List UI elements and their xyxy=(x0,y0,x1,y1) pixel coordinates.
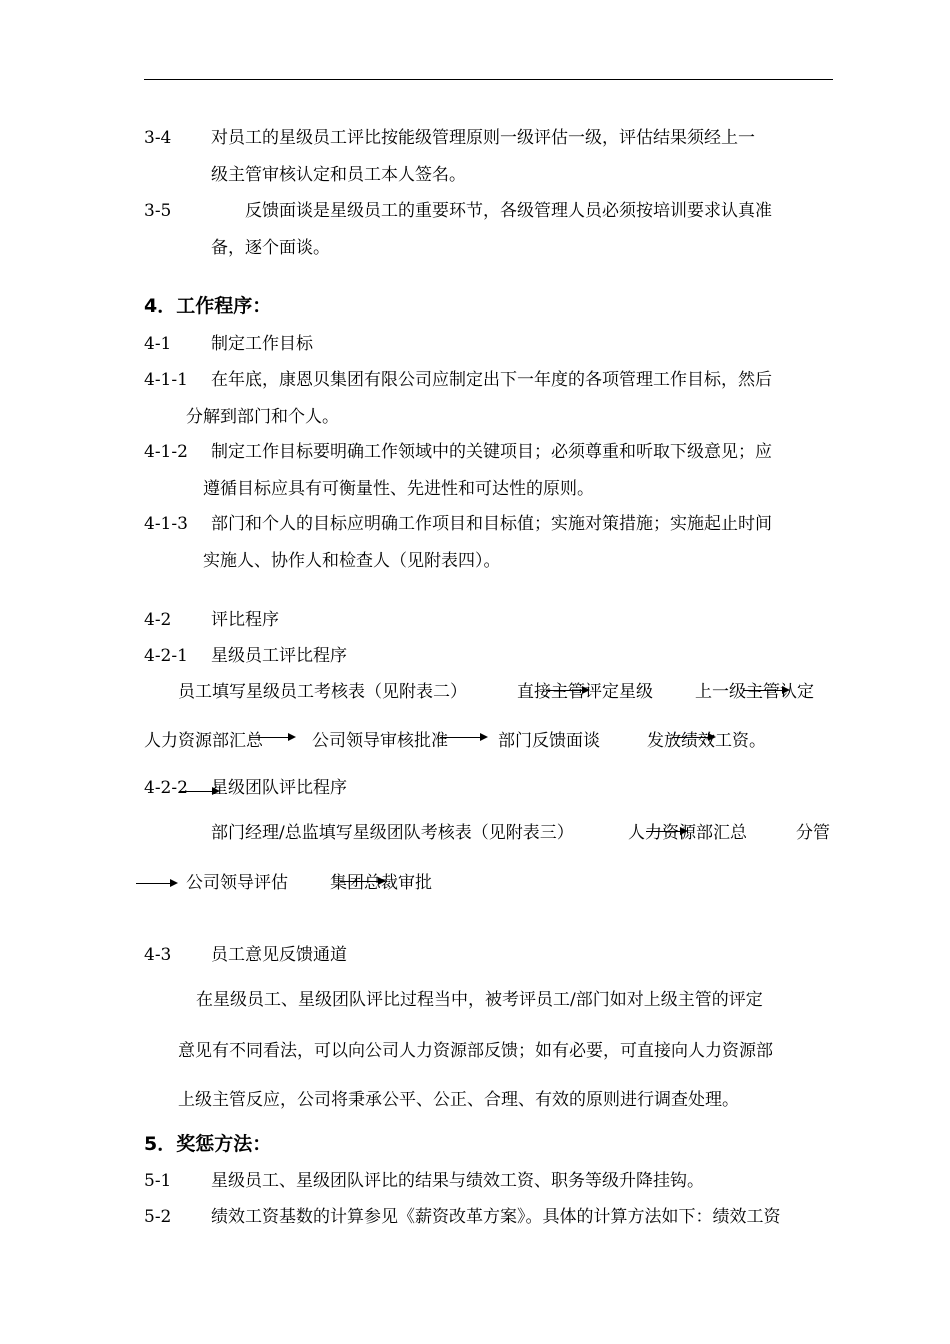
section-heading-5: 5．奖惩方法： xyxy=(144,1133,272,1155)
item-number-4-3: 4-3 xyxy=(144,945,172,965)
item-4-3-title: 员工意见反馈通道 xyxy=(211,945,347,965)
item-4-2-1-title: 星级员工评比程序 xyxy=(211,646,347,666)
item-5-2-text: 绩效工资基数的计算参见《薪资改革方案》。具体的计算方法如下：绩效工资 xyxy=(211,1207,781,1227)
item-4-1-1-line2: 分解到部门和个人。 xyxy=(186,407,339,427)
item-number-4-2-2: 4-2-2 xyxy=(144,778,188,798)
header-rule xyxy=(144,79,833,80)
item-4-1-3-line2: 实施人、协作人和检查人（见附表四）。 xyxy=(203,551,501,571)
flow3-arrow-1 xyxy=(646,831,686,832)
item-4-1-title: 制定工作目标 xyxy=(211,334,313,354)
flow2-arrow-2 xyxy=(440,737,486,738)
item-4-1-2-line2: 遵循目标应具有可衡量性、先进性和可达性的原则。 xyxy=(203,479,594,499)
item-number-4-2: 4-2 xyxy=(144,610,172,630)
item-4-1-2-line1: 制定工作目标要明确工作领域中的关键项目；必须尊重和听取下级意见；应 xyxy=(211,442,772,462)
flow2-step2: 公司领导审核批准 xyxy=(312,731,448,751)
item-4-1-1-line1: 在年底，康恩贝集团有限公司应制定出下一年度的各项管理工作目标，然后 xyxy=(211,370,772,390)
item-number-4-1-3: 4-1-3 xyxy=(144,514,188,534)
flow1-step1: 员工填写星级员工考核表（见附表二） xyxy=(178,682,467,702)
section-heading-4: 4．工作程序： xyxy=(144,295,272,317)
item-3-5-line1: 反馈面谈是星级员工的重要环节，各级管理人员必须按培训要求认真准 xyxy=(245,201,772,221)
flow2-step1: 人力资源部汇总 xyxy=(144,731,263,751)
item-3-5-line2: 备，逐个面谈。 xyxy=(211,238,330,258)
flow1-arrow-1 xyxy=(546,690,588,691)
item-number-4-1: 4-1 xyxy=(144,334,172,354)
item-number-4-1-1: 4-1-1 xyxy=(144,370,188,390)
flow3-step1: 部门经理/总监填写星级团队考核表（见附表三） xyxy=(211,823,574,843)
flow2-arrow-1 xyxy=(250,737,294,738)
item-4-1-3-line1: 部门和个人的目标应明确工作项目和目标值；实施对策措施；实施起止时间 xyxy=(211,514,772,534)
item-4-2-title: 评比程序 xyxy=(211,610,279,630)
flow3-step3: 分管 xyxy=(796,823,830,843)
flow3-step2: 人力资源部汇总 xyxy=(628,823,747,843)
item-number-4-1-2: 4-1-2 xyxy=(144,442,188,462)
item-number-5-1: 5-1 xyxy=(144,1171,172,1191)
item-3-4-line1: 对员工的星级员工评比按能级管理原则一级评估一级，评估结果须经上一 xyxy=(211,128,755,148)
flow4-arrow-1 xyxy=(136,883,176,884)
item-number-4-2-1: 4-2-1 xyxy=(144,646,188,666)
item-number-3-4: 3-4 xyxy=(144,128,172,148)
item-5-1-text: 星级员工、星级团队评比的结果与绩效工资、职务等级升降挂钩。 xyxy=(211,1171,704,1191)
item-4-2-2-title: 星级团队评比程序 xyxy=(211,778,347,798)
item-number-3-5: 3-5 xyxy=(144,201,172,221)
item-number-5-2: 5-2 xyxy=(144,1207,172,1227)
flow2-arrow-3 xyxy=(672,737,714,738)
flow2-step3: 部门反馈面谈 xyxy=(498,731,600,751)
flow4-step1: 公司领导评估 xyxy=(186,873,288,893)
flow2-step4: 发放绩效工资。 xyxy=(647,731,766,751)
item-4-3-para-line3: 上级主管反应，公司将秉承公平、公正、合理、有效的原则进行调查处理。 xyxy=(178,1090,739,1110)
flow1-arrow-2 xyxy=(744,690,788,691)
flow4-step2: 集团总裁审批 xyxy=(330,873,432,893)
item-3-4-line2: 级主管审核认定和员工本人签名。 xyxy=(211,165,466,185)
item-4-3-para-line1: 在星级员工、星级团队评比过程当中，被考评员工/部门如对上级主管的评定 xyxy=(196,990,763,1010)
flow4-arrow-2 xyxy=(340,881,384,882)
flow1-step2: 直接主管评定星级 xyxy=(517,682,653,702)
flow3-arrow-0 xyxy=(180,791,218,792)
flow1-step3: 上一级主管认定 xyxy=(695,682,814,702)
item-4-3-para-line2: 意见有不同看法，可以向公司人力资源部反馈；如有必要，可直接向人力资源部 xyxy=(178,1041,773,1061)
